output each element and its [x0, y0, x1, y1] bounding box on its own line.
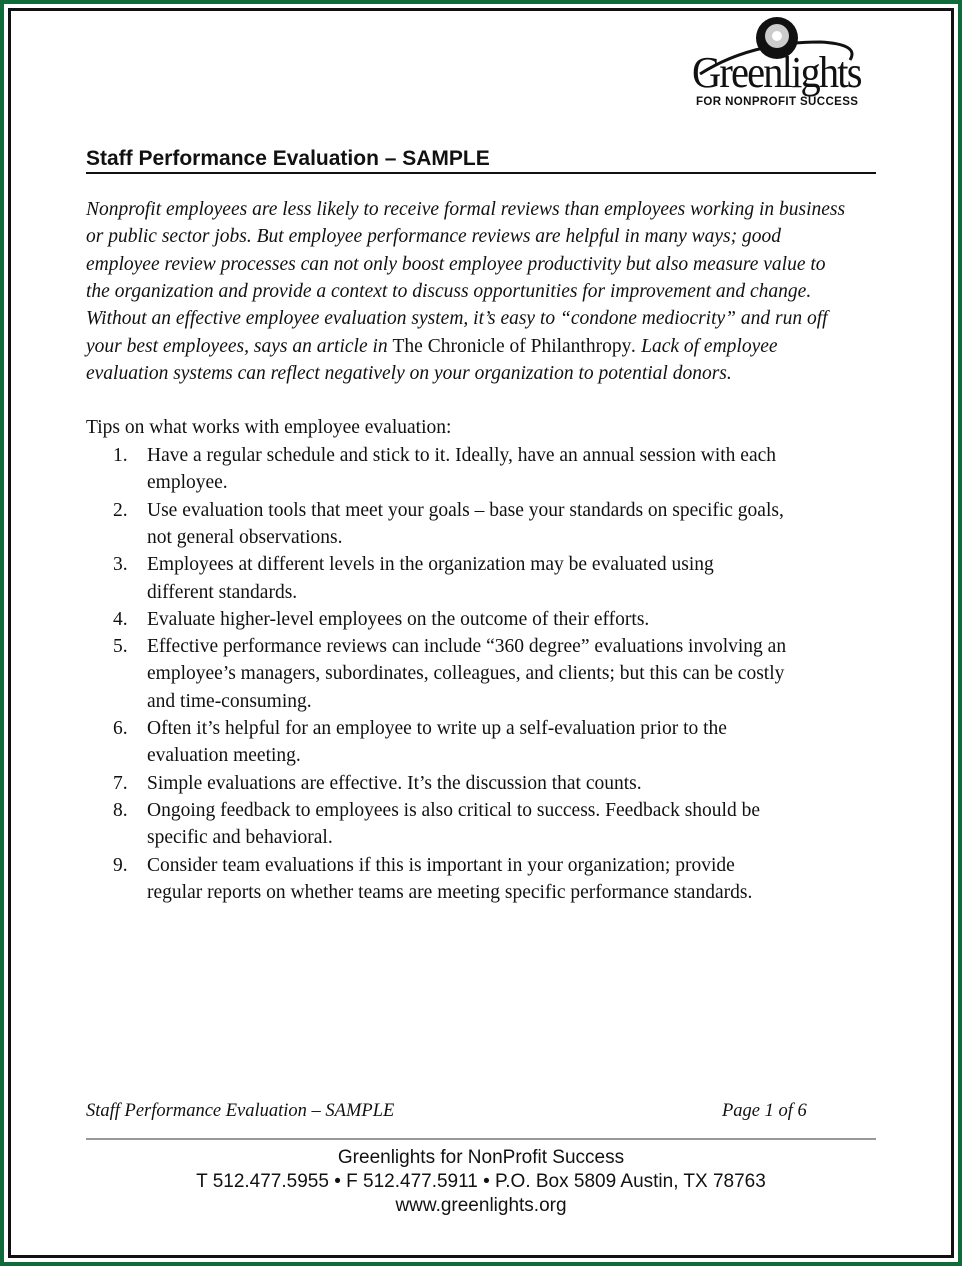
- page-number: Page 1 of 6: [722, 1101, 807, 1121]
- intro-text: The Chronicle of Philanthropy: [392, 335, 632, 357]
- list-number: 9.: [113, 854, 128, 876]
- list-number: 1.: [113, 445, 128, 466]
- list-number: 3.: [113, 554, 128, 576]
- footer-website[interactable]: www.greenlights.org: [395, 1195, 567, 1216]
- list-item-text: and time-consuming.: [147, 690, 312, 712]
- footer-org: Greenlights for NonProfit Success: [337, 1147, 625, 1168]
- list-item-text: evaluation meeting.: [147, 745, 301, 767]
- list-item-text: Simple evaluations are effective. It’s the discussion that counts.: [147, 772, 642, 794]
- intro-text: . Lack of employee: [631, 335, 778, 357]
- list-number: 5.: [113, 636, 128, 658]
- list-number: 2.: [113, 499, 128, 521]
- list-item-text: employee’s managers, subordinates, colleagues, and clients; but this can be costly: [147, 663, 785, 685]
- tips-heading: Tips on what works with employee evaluation:: [86, 417, 452, 438]
- list-item-text: Have a regular schedule and stick to it. Ideally, have an annual session with each: [147, 445, 777, 466]
- list-item-text: Often it’s helpful for an employee to write up a self-evaluation prior to the: [147, 718, 727, 739]
- page-title: Staff Performance Evaluation – SAMPLE: [86, 146, 876, 174]
- intro-text: or public sector jobs. But employee performance reviews are helpful in many ways; good: [86, 226, 782, 248]
- list-item-text: regular reports on whether teams are meeting specific performance standards.: [147, 881, 753, 903]
- list-item-text: Ongoing feedback to employees is also critical to success. Feedback should be: [147, 799, 760, 821]
- list-item-text: Consider team evaluations if this is important in your organization; provide: [147, 854, 735, 876]
- logo-wordmark: Greenlights: [692, 48, 861, 97]
- list-item-text: different standards.: [147, 581, 298, 603]
- intro-text: your best employees, says an article in: [86, 335, 393, 357]
- list-number: 6.: [113, 718, 128, 739]
- list-item-text: specific and behavioral.: [147, 827, 333, 849]
- logo-tagline: FOR NONPROFIT SUCCESS: [696, 96, 859, 108]
- list-item-text: Employees at different levels in the organization may be evaluated using: [147, 554, 714, 576]
- list-item-text: Evaluate higher-level employees on the outcome of their efforts.: [147, 608, 650, 630]
- intro-text: the organization and provide a context to discuss opportunities for improvement and change.: [86, 280, 812, 302]
- list-number: 7.: [113, 772, 128, 794]
- list-number: 4.: [113, 608, 128, 630]
- list-item-text: Use evaluation tools that meet your goals – base your standards on specific goals,: [147, 499, 784, 521]
- intro-text: Nonprofit employees are less likely to receive formal reviews than employees working in business: [86, 199, 846, 220]
- intro-text: employee review processes can not only boost employee productivity but also measure value to: [86, 253, 826, 275]
- list-item-text: Effective performance reviews can include “360 degree” evaluations involving an: [147, 636, 787, 658]
- list-number: 8.: [113, 799, 128, 821]
- list-item-text: employee.: [147, 472, 228, 494]
- footer-doc-title: Staff Performance Evaluation – SAMPLE: [86, 1101, 395, 1121]
- page-border-inner: [8, 8, 954, 1258]
- intro-line: [86, 280, 811, 304]
- list-item-text: not general observations.: [147, 526, 343, 548]
- intro-line: [86, 253, 826, 277]
- intro-line: [86, 335, 778, 359]
- intro-text: evaluation systems can reflect negatively on your organization to potential donors.: [86, 362, 732, 384]
- intro-line: [86, 362, 732, 386]
- greenlights-logo: [690, 14, 880, 110]
- intro-text: Without an effective employee evaluation system, it’s easy to “condone mediocrity” and run off: [86, 308, 828, 330]
- footer-contact: T 512.477.5955 • F 512.477.5911 • P.O. Box 5809 Austin, TX 78763: [196, 1171, 766, 1192]
- footer-divider: [86, 1138, 876, 1140]
- intro-line: [86, 307, 828, 331]
- intro-line: [86, 225, 781, 249]
- intro-line: [86, 198, 845, 222]
